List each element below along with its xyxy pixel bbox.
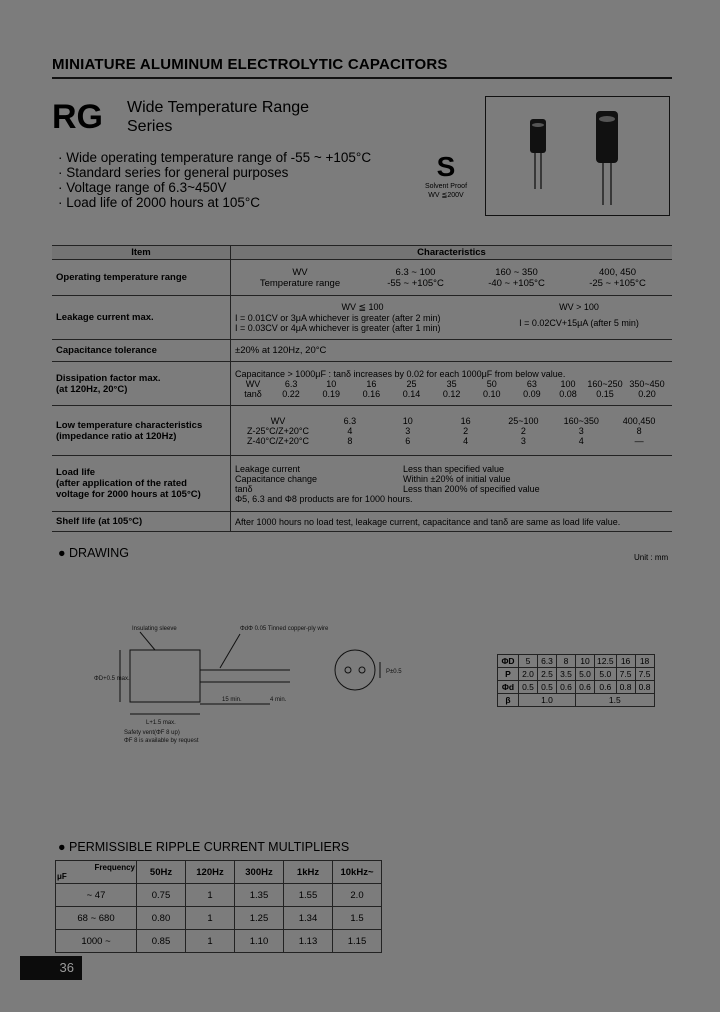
dissipation-tan: 0.14 — [402, 388, 421, 399]
low-temp-row1: 8 — [636, 425, 642, 436]
ripple-cell: 1.15 — [333, 930, 382, 953]
label-4min: 4 min. — [270, 697, 287, 703]
low-temp-row1: 3 — [578, 425, 584, 436]
ripple-multiplier-table — [55, 860, 382, 953]
load-life-limit: Less than specified value — [403, 463, 505, 474]
op-temp-wv-label: WV — [292, 266, 308, 278]
dissipation-wv: 10 — [326, 378, 337, 389]
low-temp-grid — [235, 416, 668, 446]
dim-row-dd — [498, 681, 655, 694]
spec-item-line: voltage for 2000 hours at 105°C) — [56, 489, 201, 500]
dim-cell: 0.8 — [616, 681, 635, 694]
spec-row-operating-temp — [52, 260, 672, 296]
leakage-left-line: I = 0.01CV or 3μA whichever is greater (after 2 min) — [235, 313, 441, 323]
ripple-cell: 2.0 — [333, 884, 382, 907]
feature-text: Voltage range of 6.3~450V — [66, 180, 227, 195]
dissipation-wv: 50 — [486, 378, 497, 389]
spec-item — [52, 406, 231, 456]
low-temp-row1: 2 — [520, 425, 526, 436]
ripple-freq-header: 10kHz~ — [333, 861, 382, 884]
spec-row-cap-tolerance — [52, 340, 672, 362]
spec-item-line: (at 120Hz, 20°C) — [56, 383, 128, 395]
low-temp-row1: 2 — [463, 425, 469, 436]
dissipation-wv: 63 — [526, 378, 537, 389]
low-temp-row1: 3 — [405, 425, 411, 436]
dim-row-beta — [498, 694, 655, 707]
low-temp-row2: 4 — [578, 435, 584, 446]
spec-value — [231, 260, 673, 296]
ripple-title-text: PERMISSIBLE RIPPLE CURRENT MULTIPLIERS — [69, 840, 350, 854]
dissipation-grid — [235, 379, 668, 399]
spec-value — [231, 456, 673, 512]
label-lead-wire: ΦdΦ 0.05 Tinned copper-ply wire — [240, 626, 329, 632]
leakage-grid — [235, 302, 668, 333]
low-temp-wv-label: WV — [270, 415, 286, 426]
dim-cell: 10 — [576, 655, 595, 668]
page-header-title: MINIATURE ALUMINUM ELECTROLYTIC CAPACITORS — [52, 56, 448, 73]
ripple-cell: 1 — [186, 907, 235, 930]
dim-cell: 8 — [557, 655, 576, 668]
op-temp-range: -25 ~ +105°C — [589, 277, 646, 289]
load-life-note: Φ5, 6.3 and Φ8 products are for 1000 hours. — [235, 493, 413, 504]
dissipation-wv: 16 — [366, 378, 377, 389]
low-temp-row2: 3 — [520, 435, 526, 446]
dissipation-tan: 0.10 — [483, 388, 501, 399]
load-life-limit: Less than 200% of specified value — [403, 483, 540, 494]
spec-item: Shelf life (at 105°C) — [52, 512, 231, 532]
dissipation-wv: 25 — [406, 378, 417, 389]
dissipation-wv: 6.3 — [284, 378, 298, 389]
low-temp-row2: 6 — [405, 435, 411, 446]
leakage-left — [235, 302, 490, 333]
ripple-corner-bottom: μF — [57, 872, 67, 881]
dim-cell: 0.5 — [519, 681, 538, 694]
low-temp-row2-label: Z-40°C/Z+20°C — [247, 435, 309, 446]
dim-cell: 0.8 — [635, 681, 654, 694]
feature-item: · Voltage range of 6.3~450V — [58, 180, 227, 195]
drawing-section-title: ● DRAWING — [58, 546, 129, 560]
dim-row-label: P — [498, 668, 519, 681]
label-vent-request: ΦF 8 is available by request — [124, 738, 199, 744]
ripple-header-row — [56, 861, 382, 884]
ripple-cell: 1.10 — [235, 930, 284, 953]
ripple-cell: 1.25 — [235, 907, 284, 930]
capacitor-body-outline — [130, 650, 200, 702]
feature-text: Wide operating temperature range of -55 ~ +105°C — [66, 150, 372, 165]
ripple-cell: 0.85 — [137, 930, 186, 953]
drawing-title-text: DRAWING — [69, 546, 129, 560]
dissipation-tan: 0.20 — [638, 388, 656, 399]
dim-cell: 5 — [519, 655, 538, 668]
ripple-row — [56, 884, 382, 907]
solvent-proof-icon: S — [436, 151, 456, 182]
dim-row-label: ΦD — [498, 655, 519, 668]
dissipation-wv: 35 — [446, 378, 457, 389]
label-diameter: ΦD+0.5 max. — [94, 676, 130, 682]
series-name-line2: Series — [127, 118, 173, 135]
ripple-cell: 1.35 — [235, 884, 284, 907]
op-temp-wv: 160 ~ 350 — [495, 266, 538, 278]
low-temp-row1: 4 — [347, 425, 353, 436]
leakage-left-line: I = 0.03CV or 4μA whichever is greater (after 1 min) — [235, 323, 441, 333]
spec-header-row — [52, 246, 672, 260]
spec-item: Operating temperature range — [52, 260, 231, 296]
op-temp-wv: 6.3 ~ 100 — [395, 266, 436, 278]
series-code: RG — [52, 98, 103, 136]
feature-item: · Standard series for general purposes — [58, 165, 289, 180]
spec-row-load-life — [52, 456, 672, 512]
ripple-cell: 0.80 — [137, 907, 186, 930]
op-temp-range-label: Temperature range — [259, 277, 341, 289]
low-temp-row1-label: Z-25°C/Z+20°C — [247, 425, 309, 436]
low-temp-wv: 400,450 — [622, 415, 656, 426]
ripple-freq-header: 300Hz — [235, 861, 284, 884]
ripple-freq-header: 50Hz — [137, 861, 186, 884]
spec-value: ±20% at 120Hz, 20°C — [231, 340, 673, 362]
dim-cell: 1.5 — [576, 694, 655, 707]
end-view-circle — [335, 650, 375, 690]
dim-cell: 7.5 — [616, 668, 635, 681]
spec-item-line: Load life — [56, 467, 96, 478]
ripple-cell: 1.55 — [284, 884, 333, 907]
dim-cell: 16 — [616, 655, 635, 668]
dissipation-tan: 0.09 — [523, 388, 541, 399]
page-number: 36 — [20, 956, 82, 980]
low-temp-wv: 10 — [402, 415, 413, 426]
dim-cell: 6.3 — [538, 655, 557, 668]
dissipation-wv: 100 — [560, 378, 576, 389]
dim-cell: 0.6 — [557, 681, 576, 694]
low-temp-wv: 160~350 — [563, 415, 599, 426]
spec-item-line: Low temperature characteristics — [56, 419, 203, 431]
spec-row-dissipation — [52, 362, 672, 406]
capacitor-photo-image — [486, 97, 669, 215]
dim-cell: 1.0 — [519, 694, 576, 707]
spec-row-leakage — [52, 296, 672, 340]
series-name-line1: Wide Temperature Range — [127, 99, 310, 116]
dissipation-wv: 160~250 — [587, 378, 623, 389]
ripple-cap-range: ~ 47 — [56, 884, 137, 907]
ripple-cell: 0.75 — [137, 884, 186, 907]
low-temp-wv: 25~100 — [508, 415, 539, 426]
ripple-row — [56, 907, 382, 930]
specifications-table — [52, 245, 672, 532]
dim-row-label: β — [498, 694, 519, 707]
dissipation-tan: 0.15 — [596, 388, 614, 399]
dissipation-note: Capacitance > 1000μF : tanδ increases by 0.02 for each 1000μF from below value. — [235, 368, 566, 379]
dim-cell: 2.5 — [538, 668, 557, 681]
dissipation-tan: 0.19 — [322, 388, 340, 399]
dim-cell: 18 — [635, 655, 654, 668]
spec-item-line: (after application of the rated — [56, 478, 187, 489]
low-temp-row2: — — [634, 435, 644, 446]
spec-item: Leakage current max. — [52, 296, 231, 340]
dim-cell: 2.0 — [519, 668, 538, 681]
ripple-section-title: ● PERMISSIBLE RIPPLE CURRENT MULTIPLIERS — [58, 840, 350, 854]
dissipation-tan: 0.16 — [362, 388, 381, 399]
label-15min: 15 min. — [222, 697, 242, 703]
capacitor-dimension-drawing — [90, 610, 490, 750]
label-length: L+1.5 max. — [146, 720, 176, 726]
op-temp-range: -55 ~ +105°C — [387, 277, 444, 289]
ripple-cell: 1.5 — [333, 907, 382, 930]
logo-line2: WV ≦200V — [428, 192, 464, 199]
series-name — [127, 98, 309, 136]
dim-cell: 0.5 — [538, 681, 557, 694]
low-temp-wv: 6.3 — [343, 415, 357, 426]
dimension-table — [497, 654, 655, 707]
spec-value: After 1000 hours no load test, leakage current, capacitance and tanδ are same as load life value. — [231, 512, 673, 532]
dim-cell: 0.6 — [595, 681, 617, 694]
ripple-cell: 1 — [186, 930, 235, 953]
load-life-limit: Within ±20% of initial value — [403, 473, 511, 484]
ripple-cell: 1.34 — [284, 907, 333, 930]
dim-cell: 12.5 — [595, 655, 617, 668]
header-rule — [52, 77, 672, 79]
col-characteristics-header: Characteristics — [231, 246, 673, 260]
feature-text: Load life of 2000 hours at 105°C — [66, 195, 261, 210]
leakage-right-head: WV > 100 — [559, 302, 599, 312]
dissipation-tan: 0.08 — [559, 388, 577, 399]
col-item-header: Item — [52, 246, 231, 260]
feature-item: · Load life of 2000 hours at 105°C — [58, 195, 261, 210]
spec-item — [52, 362, 231, 406]
load-life-param: Capacitance change — [235, 473, 318, 484]
ripple-cell: 1 — [186, 884, 235, 907]
solvent-proof-logo — [416, 152, 476, 200]
label-insulating-sleeve: Insulating sleeve — [132, 626, 177, 632]
ripple-cap-range: 68 ~ 680 — [56, 907, 137, 930]
ripple-freq-header: 1kHz — [284, 861, 333, 884]
spec-value — [231, 362, 673, 406]
label-safety-vent: Safety vent(ΦF 8 up) — [124, 730, 180, 736]
dissipation-tan: 0.12 — [442, 388, 461, 399]
dim-cell: 5.0 — [595, 668, 617, 681]
load-life-param: Leakage current — [235, 463, 301, 474]
spec-row-low-temp — [52, 406, 672, 456]
feature-text: Standard series for general purposes — [66, 165, 289, 180]
ripple-row — [56, 930, 382, 953]
low-temp-row2: 8 — [347, 435, 353, 446]
ripple-cell: 1.13 — [284, 930, 333, 953]
low-temp-row2: 4 — [463, 435, 469, 446]
ripple-corner-top: Frequency — [94, 863, 135, 872]
dim-cell: 0.6 — [576, 681, 595, 694]
ripple-cap-range: 1000 ~ — [56, 930, 137, 953]
dissipation-tan: 0.22 — [282, 388, 300, 399]
dim-row-label: Φd — [498, 681, 519, 694]
dissipation-tan-label: tanδ — [244, 388, 262, 399]
drawing-unit: Unit : mm — [634, 553, 669, 562]
load-life-grid — [235, 464, 668, 494]
op-temp-range: -40 ~ +105°C — [488, 277, 545, 289]
leakage-right-line: I = 0.02CV+15μA (after 5 min) — [519, 318, 639, 328]
op-temp-grid — [235, 267, 668, 289]
ripple-freq-header: 120Hz — [186, 861, 235, 884]
spec-item-line: Dissipation factor max. — [56, 372, 161, 384]
dim-row-d — [498, 655, 655, 668]
dim-cell: 3.5 — [557, 668, 576, 681]
spec-value — [231, 296, 673, 340]
spec-item: Capacitance tolerance — [52, 340, 231, 362]
leakage-right — [490, 302, 668, 333]
dissipation-wv: 350~450 — [629, 378, 665, 389]
ripple-corner-cell — [56, 861, 137, 884]
dim-row-p — [498, 668, 655, 681]
label-pitch: P±0.5 — [386, 669, 402, 675]
spec-value — [231, 406, 673, 456]
dissipation-wv-label: WV — [245, 378, 261, 389]
spec-item — [52, 456, 231, 512]
dim-cell: 5.0 — [576, 668, 595, 681]
feature-item: · Wide operating temperature range of -55 ~ +105°C — [58, 150, 372, 165]
product-photo — [485, 96, 670, 216]
low-temp-wv: 16 — [460, 415, 471, 426]
leakage-left-head: WV ≦ 100 — [341, 302, 384, 312]
logo-line1: Solvent Proof — [424, 183, 468, 190]
load-life-param: tanδ — [235, 483, 253, 494]
spec-row-shelf-life — [52, 512, 672, 532]
dim-cell: 7.5 — [635, 668, 654, 681]
spec-item-line: (impedance ratio at 120Hz) — [56, 430, 177, 442]
op-temp-wv: 400, 450 — [599, 266, 636, 278]
